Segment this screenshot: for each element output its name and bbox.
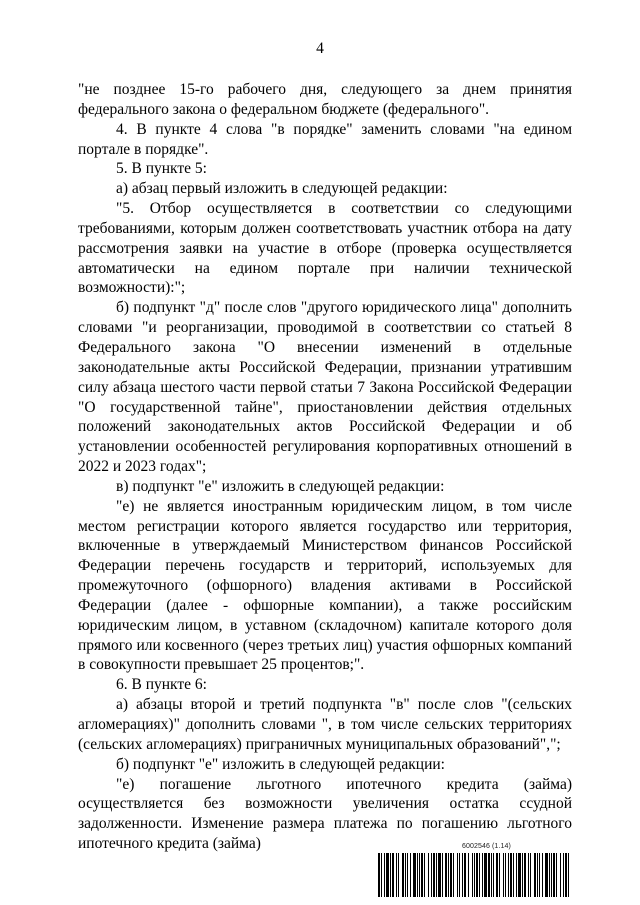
paragraph: 5. В пункте 5:	[116, 160, 207, 178]
barcode-bar	[549, 853, 550, 897]
document-body	[78, 80, 572, 854]
barcode-bar	[421, 853, 423, 897]
barcode-bar	[424, 853, 425, 897]
barcode-bar	[479, 853, 480, 897]
barcode-bar	[459, 853, 460, 897]
barcode-bar	[462, 853, 463, 897]
barcode-bar	[476, 853, 478, 897]
barcode-bar	[482, 853, 483, 897]
barcode-bar	[392, 853, 394, 897]
barcode-bar	[530, 853, 531, 897]
paragraph: б) подпункт "е" изложить в следующей редакции:	[116, 755, 445, 773]
barcode-bar	[417, 853, 418, 897]
barcode-bar	[433, 853, 435, 897]
paragraph: "5. Отбор осуществляется в соответствии со следующими требованиями, которым должен соответствовать участник отбора на дату рассмотрения заявки на участие в отборе (проверка осуществляется автоматически на едином портале при наличии технической возможности):";	[78, 200, 572, 297]
barcode-bar	[419, 853, 420, 897]
barcode-bar	[496, 853, 498, 897]
barcode-bar	[450, 853, 452, 897]
barcode-bar	[453, 853, 454, 897]
barcode-bar	[503, 853, 504, 897]
paragraph: "е) погашение льготного ипотечного кредита (займа) осуществляется без возможности увеличения остатка ссудной задолженности. Изменение размера платежа по погашению льготного ипотечного кредита (займа)	[78, 775, 572, 853]
paragraph: 4. В пункте 4 слова "в порядке" заменить словами "на едином портале в порядке".	[78, 120, 572, 158]
barcode-bar	[405, 853, 406, 897]
barcode-bar	[505, 853, 506, 897]
barcode-bar	[488, 853, 490, 897]
barcode-code: 6002546 (1.14)	[462, 843, 511, 850]
barcode-bar	[398, 853, 399, 897]
barcode-bar	[491, 853, 492, 897]
barcode-bar	[445, 853, 447, 897]
barcode-bar	[378, 853, 380, 897]
barcode-bar	[436, 853, 437, 897]
barcode-bar	[513, 853, 514, 897]
barcode-bar	[438, 853, 441, 897]
barcode-bar	[568, 853, 569, 897]
barcode-bar	[390, 853, 391, 897]
barcode-bar	[396, 853, 397, 897]
barcode-bar	[493, 853, 494, 897]
barcode-bar	[407, 853, 408, 897]
barcode-bar	[534, 853, 536, 897]
barcode-bar	[410, 853, 411, 897]
barcode-bar	[472, 853, 473, 897]
paragraph: в) подпункт "е" изложить в следующей редакции:	[116, 477, 445, 495]
barcode-bar	[457, 853, 458, 897]
barcode-bar	[528, 853, 529, 897]
barcode-bar	[468, 853, 469, 897]
barcode-bar	[508, 853, 509, 897]
paragraph: б) подпункт "д" после слов "другого юридического лица" дополнить словами "и реорганизации, проводимой в соответствии со статьей 8 Федерального закона "О внесении изменений в отдельные законодательные акты Российской Федерации, признании утратившим силу абзаца шестого части первой статьи 7 Закона Российской Федерации "О государственной тайне", приостановлении действия отдельных положений законодательных актов Российской Федерации и об установлении особенностей регулирования корпоративных отношений в 2022 и 2023 годах";	[78, 299, 572, 476]
barcode-bar	[448, 853, 449, 897]
barcode-icon	[378, 853, 570, 897]
barcode-bar	[556, 853, 557, 897]
barcode-bar	[474, 853, 475, 897]
barcode-bar	[518, 853, 521, 897]
barcode-bar	[539, 853, 540, 897]
barcode-bar	[484, 853, 487, 897]
barcode-bar	[442, 853, 443, 897]
barcode-bar	[499, 853, 500, 897]
paragraph: "не позднее 15-го рабочего дня, следующего за днем принятия федерального закона о федеральном бюджете (федерального".	[78, 81, 572, 118]
barcode-bar	[510, 853, 512, 897]
barcode-bar	[428, 853, 429, 897]
barcode-bar	[516, 853, 517, 897]
barcode-bar	[413, 853, 416, 897]
barcode-bar	[402, 853, 404, 897]
barcode-bar	[522, 853, 523, 897]
barcode-bar	[560, 853, 561, 897]
paragraph: 6. В пункте 6:	[116, 676, 207, 694]
barcode-bar	[551, 853, 552, 897]
barcode-bar	[565, 853, 567, 897]
barcode-bar	[524, 853, 526, 897]
barcode-bar	[553, 853, 555, 897]
barcode-bar	[464, 853, 466, 897]
barcode-bar	[381, 853, 382, 897]
barcode-bar	[545, 853, 548, 897]
paragraph: "е) не является иностранным юридическим лицом, в том числе местом регистрации которого является государство или территория, включенные в утверждаемый Министерством финансов Российской Федерации перечень государств и территорий, используемых для промежуточного (офшорного) владения активами в Российской Федерации (далее - офшорные компании), а также российским юридическим лицом, в уставном (складочном) капитале которого доля прямого или косвенного (через третьих лиц) участия офшорных компаний в совокупности превышает 25 процентов;".	[78, 497, 572, 674]
paragraph: а) абзацы второй и третий подпункта "в" после слов "(сельских агломерациях)" дополнить словами ", в том числе сельских территориях (сельских агломерациях) приграничных муниципальных образований",";	[78, 696, 572, 753]
page-number: 4	[316, 40, 324, 57]
barcode-bar	[563, 853, 564, 897]
barcode-bar	[384, 853, 385, 897]
paragraph: а) абзац первый изложить в следующей редакции:	[116, 180, 448, 198]
barcode-bar	[537, 853, 538, 897]
barcode-bar	[542, 853, 543, 897]
barcode-bar	[431, 853, 432, 897]
barcode-bar	[386, 853, 389, 897]
